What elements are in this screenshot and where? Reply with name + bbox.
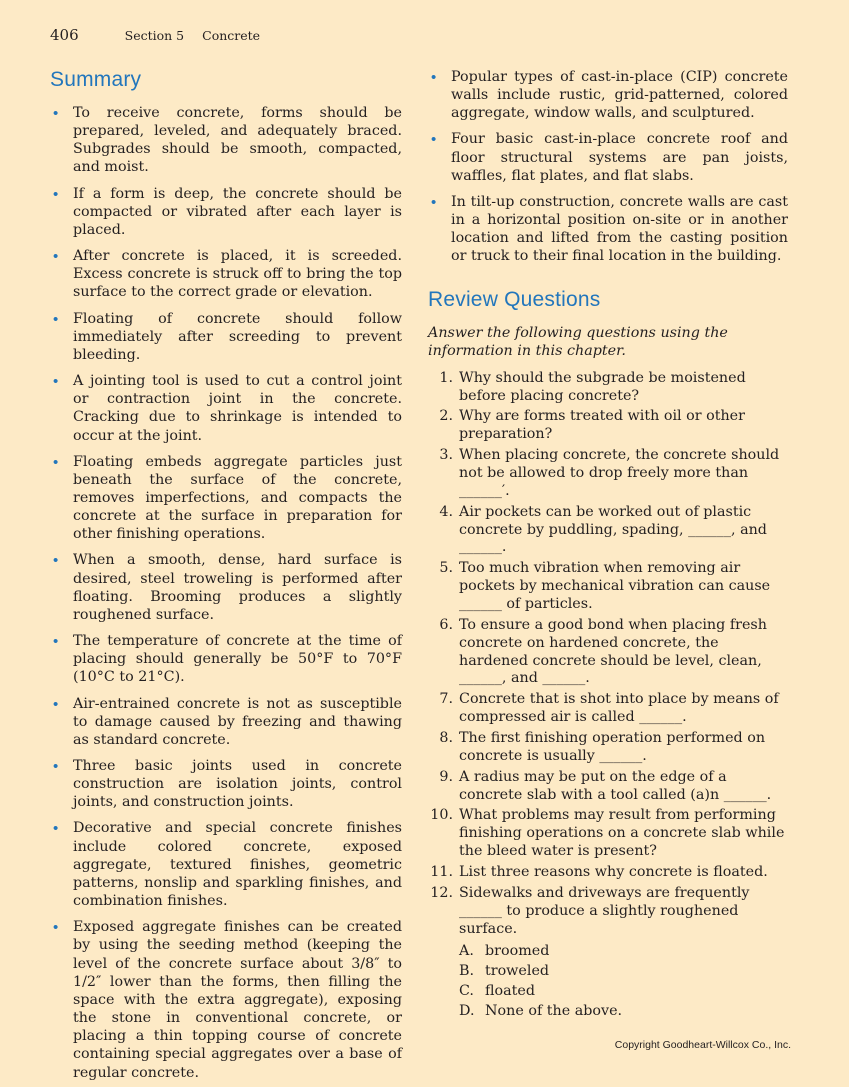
summary-bullet: • Three basic joints used in concrete construction are isolation joints, control joints, and construction joints. [50,757,402,811]
review-question [428,769,788,805]
review-questions-heading: Review Questions [428,287,601,311]
section-title: Concrete [202,28,261,43]
option-letter: A. [459,942,474,959]
review-question [428,617,788,688]
question-text: Concrete that is shot into place by means of compressed air is called ______. [459,691,779,726]
review-question [428,864,788,882]
summary-bullet: • Floating embeds aggregate particles just beneath the surface of the concrete, removes imperfections, and compacts the concrete at the surface in preparation for other finishing operations. [50,453,402,544]
review-question [428,370,788,406]
multiple-choice-options [459,942,788,1021]
option-text: broomed [485,942,550,959]
question-number: 11. [430,864,453,881]
question-number: 8. [439,730,453,747]
left-column [50,68,402,1087]
review-question [428,691,788,727]
summary-bullet: • Four basic cast-in-place concrete roof and floor structural systems are pan joists, waffles, flat plates, and flat slabs. [428,130,788,184]
review-question [428,504,788,558]
summary-bullet: • The temperature of concrete at the time of placing should generally be 50°F to 70°F (10°C to 21°C). [50,632,402,686]
option-text: floated [485,982,536,999]
question-number: 9. [439,768,453,785]
choice-option [459,962,788,980]
summary-heading: Summary [50,68,142,91]
question-number: 10. [430,807,453,824]
option-text: None of the above. [485,1002,623,1019]
review-question [428,885,788,939]
summary-bullet: • Air-entrained concrete is not as susceptible to damage caused by freezing and thawing as standard concrete. [50,695,402,749]
question-text: The first finishing operation performed on concrete is usually ______. [459,730,766,764]
question-text: To ensure a good bond when placing fresh concrete on hardened concrete, the hardened concrete should be level, clean, ______, and ______. [459,616,767,687]
question-number: 12. [430,884,453,901]
question-text: Sidewalks and driveways are frequently ______ to produce a slightly roughened surface. [459,884,750,937]
question-text: What problems may result from performing finishing operations on a concrete slab while the bleed water is present? [459,807,785,860]
option-letter: C. [459,982,474,999]
question-text: A radius may be put on the edge of a concrete slab with a tool called (a)n ______. [459,768,772,803]
summary-bullet: • When a smooth, dense, hard surface is desired, steel troweling is performed after floating. Brooming produces a slightly roughened surface. [50,551,402,624]
summary-bullet: • A jointing tool is used to cut a control joint or contraction joint in the concrete. Cracking due to shrinkage is intended to occur at the joint. [50,372,402,445]
summary-bullet: • After concrete is placed, it is screeded. Excess concrete is struck off to bring the top surface to the correct grade or elevation. [50,247,402,301]
two-column-layout [50,68,792,1087]
page-header [50,26,792,44]
question-number: 7. [439,691,453,708]
question-number: 6. [439,616,453,633]
question-text: Why should the subgrade be moistened before placing concrete? [459,369,746,404]
summary-bullet: • Exposed aggregate finishes can be created by using the seeding method (keeping the level of the concrete surface about 3/8″ to 1/2″ lower than the forms, then filling the space with the extra aggregate), exposing the stone in conventional concrete, or placing a thin topping course of concrete containing special aggregates over a base of regular concrete. [50,918,402,1081]
review-question [428,730,788,766]
summary-bullet: • In tilt-up construction, concrete walls are cast in a horizontal position on-site or in another location and lifted from the casting position or truck to their final location in the building. [428,193,788,266]
question-number: 4. [439,503,453,520]
option-letter: D. [459,1002,475,1019]
question-text: Too much vibration when removing air pockets by mechanical vibration can cause ______ of particles. [459,560,771,613]
summary-bullet: • Popular types of cast-in-place (CIP) concrete walls include rustic, grid-patterned, colored aggregate, window walls, and sculptured. [428,68,788,122]
choice-option [459,942,788,960]
choice-option [459,982,788,1000]
page-number: 406 [50,26,79,44]
review-question [428,807,788,861]
summary-bullet-list [50,104,402,1082]
right-column [428,68,788,1087]
question-number: 2. [439,408,453,425]
question-text: Air pockets can be worked out of plastic concrete by puddling, spading, ______, and ______. [459,503,767,556]
summary-bullet: • Decorative and special concrete finishes include colored concrete, exposed aggregate, textured finishes, geometric patterns, nonslip and sparkling finishes, and combination finishes. [50,819,402,910]
option-text: troweled [485,962,550,979]
question-number: 5. [439,560,453,577]
review-question [428,408,788,444]
summary-bullet-list-continued [428,68,788,266]
question-number: 1. [439,369,453,386]
question-number: 3. [439,447,453,464]
review-question-list [428,370,788,1020]
option-letter: B. [459,962,475,979]
summary-bullet: • To receive concrete, forms should be prepared, leveled, and adequately braced. Subgrades should be smooth, compacted, and moist. [50,104,402,177]
summary-bullet: • Floating of concrete should follow immediately after screeding to prevent bleeding. [50,310,402,364]
question-text: Why are forms treated with oil or other preparation? [459,408,745,443]
summary-bullet: • If a form is deep, the concrete should be compacted or vibrated after each layer is placed. [50,185,402,239]
question-text: List three reasons why concrete is floated. [459,864,768,881]
question-text: When placing concrete, the concrete should not be allowed to drop freely more than ______′. [459,447,780,499]
review-intro: Answer the following questions using the information in this chapter. [428,324,728,360]
review-question [428,560,788,614]
running-head [125,28,260,43]
copyright-footer: Copyright Goodheart-Willcox Co., Inc. [614,1039,791,1051]
choice-option [459,1002,788,1020]
review-question [428,447,788,501]
section-label: Section 5 [124,28,185,43]
